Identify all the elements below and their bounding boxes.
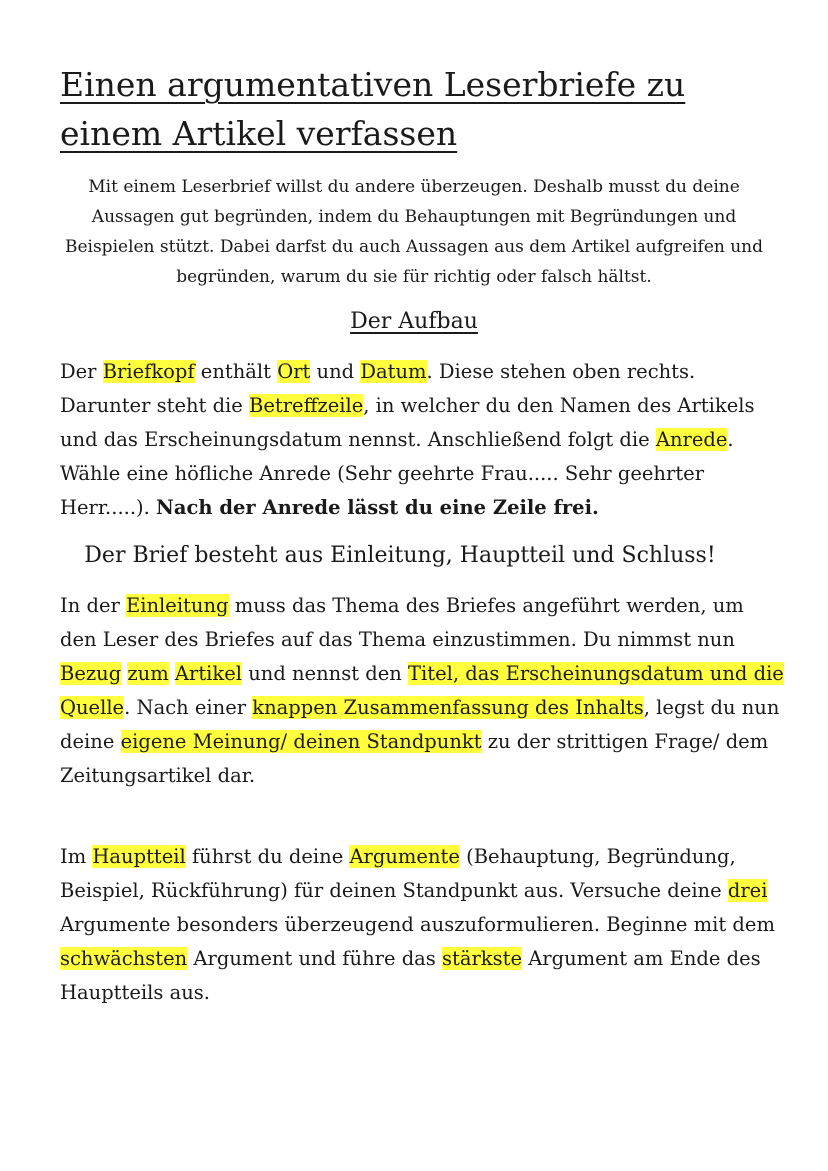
highlight-anrede: Anrede [655, 428, 728, 451]
text-run: Der [60, 360, 103, 383]
highlight-hauptteil: Hauptteil [92, 845, 186, 868]
highlight-drei: drei [727, 879, 768, 902]
text-run: Argumente besonders überzeugend auszuformulieren. Beginne mit dem [60, 913, 775, 936]
aufbau-paragraph [60, 355, 784, 525]
text-run: führst du deine [185, 845, 350, 868]
highlight-betreffzeile: Betreffzeile [249, 394, 364, 417]
highlight-staerkste: stärkste [442, 947, 523, 970]
highlight-ort: Ort [277, 360, 311, 383]
einleitung-paragraph [60, 589, 784, 793]
intro-paragraph: Mit einem Leserbrief willst du andere überzeugen. Deshalb musst du deine Aussagen gut begründen, indem du Behauptungen mit Begründungen und Beispielen stützt. Dabei darfst du auch Aussagen aus dem Artikel aufgreifen und begründen, warum du sie für richtig oder falsch hältst. [64, 177, 764, 287]
text-run: , in welcher du den Namen des Artikels und das Erscheinungsdatum nennst. Anschließend folgt die [60, 394, 755, 451]
highlight-argumente: Argumente [349, 845, 460, 868]
highlight-bezug: Bezug [60, 662, 122, 685]
highlight-zum: zum [127, 662, 169, 685]
structure-heading: Der Brief besteht aus Einleitung, Hauptteil und Schluss! [84, 543, 716, 568]
text-run: Argument am Ende des Hauptteils aus. [60, 947, 761, 1004]
text-run: (Behauptung, Begründung, Beispiel, Rückführung) für deinen Standpunkt aus. Versuche deine [60, 845, 736, 902]
text-run: enthält [194, 360, 278, 383]
text-run: Argument und führe das [187, 947, 443, 970]
highlight-briefkopf: Briefkopf [102, 360, 195, 383]
text-run: Im [60, 845, 93, 868]
text-run: und [310, 360, 361, 383]
hauptteil-paragraph [60, 840, 784, 1010]
text-run: . Nach einer [124, 696, 253, 719]
highlight-artikel: Artikel [174, 662, 242, 685]
highlight-datum: Datum [360, 360, 427, 383]
highlight-einleitung: Einleitung [126, 594, 229, 617]
page-title: Einen argumentativen Leserbriefe zu einem Artikel verfassen [60, 65, 686, 153]
text-run: In der [60, 594, 127, 617]
highlight-titel-quelle: Titel, das Erscheinungsdatum und die Quelle [60, 662, 784, 719]
bold-note: Nach der Anrede lässt du eine Zeile frei. [156, 496, 599, 519]
text-run: . Diese stehen oben rechts. Darunter steht die [60, 360, 696, 417]
highlight-zusammenfassung: knappen Zusammenfassung des Inhalts [252, 696, 644, 719]
text-run: . Wähle eine höfliche Anrede (Sehr geehrte Frau..... Sehr geehrter Herr.....). [60, 428, 734, 519]
highlight-schwaechsten: schwächsten [60, 947, 188, 970]
highlight-meinung: eigene Meinung/ deinen Standpunkt [120, 730, 482, 753]
text-run [169, 662, 175, 685]
text-run: und nennst den [242, 662, 409, 685]
text-run: zu der strittigen Frage/ dem Zeitungsartikel dar. [60, 730, 769, 787]
text-run: , legst du nun deine [60, 696, 780, 753]
section-heading-aufbau: Der Aufbau [350, 309, 478, 334]
text-run: muss das Thema des Briefes angeführt werden, um den Leser des Briefes auf das Thema einzustimmen. Du nimmst nun [60, 594, 744, 651]
